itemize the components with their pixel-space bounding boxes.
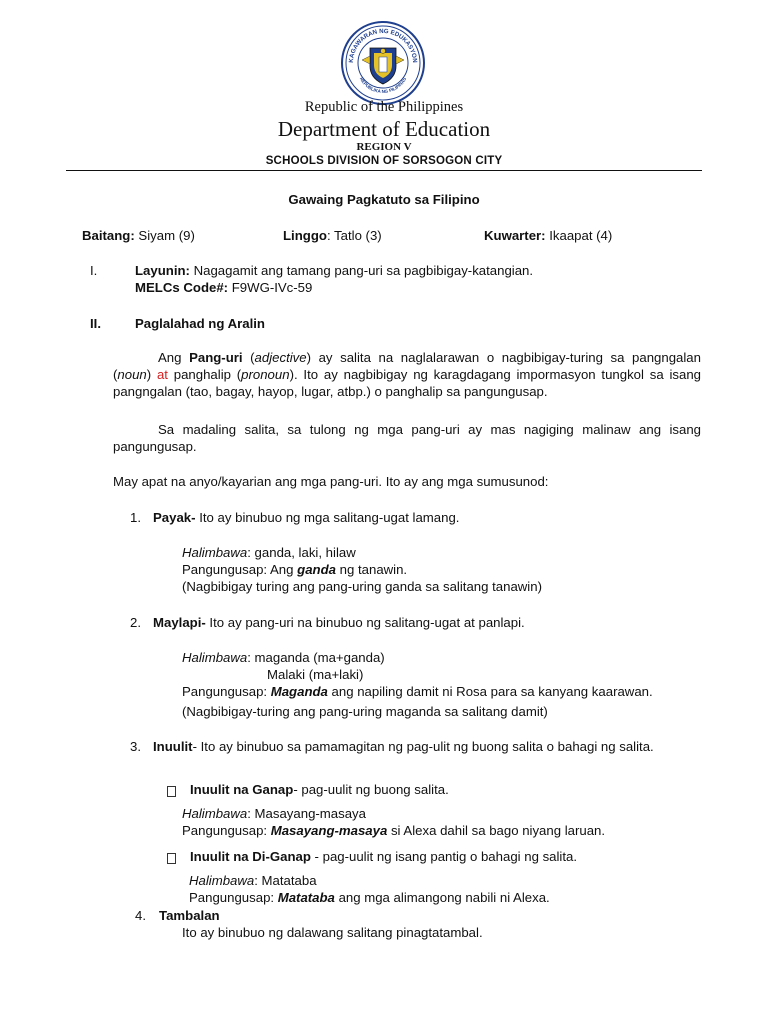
melcs-line [135, 279, 312, 296]
maylapi-note: (Nagbibigay-turing ang pang-uring maganda sa salitang damit) [182, 704, 548, 719]
baitang-field [82, 227, 195, 244]
paragraph-four-forms: May apat na anyo/kayarian ang mga pang-uri. Ito ay ang mga sumusunod: [113, 474, 549, 489]
baitang-label: Baitang: [82, 228, 135, 243]
payak-definition: Payak- Ito ay binubuo ng mga salitang-ugat lamang. [153, 510, 460, 525]
list-number-3: 3. [130, 739, 141, 754]
department-name: Department of Education [277, 117, 491, 141]
bullet-box-icon [167, 850, 176, 868]
linggo-value: : Tatlo (3) [326, 228, 382, 243]
melcs-value: F9WG-IVc-59 [228, 280, 313, 295]
maylapi-example-2: Malaki (ma+laki) [267, 667, 364, 682]
bullet-box-icon [167, 783, 176, 801]
layunin-label: Layunin: [135, 263, 190, 278]
page-title: Gawaing Pagkatuto sa Filipino [288, 192, 480, 207]
list-number-2: 2. [130, 615, 141, 630]
inuulit-definition: Inuulit- Ito ay binubuo sa pamamagitan ng pag-ulit ng buong salita o bahagi ng salita. [153, 739, 654, 754]
section-2-number: II. [90, 316, 101, 331]
payak-note: (Nagbibigay turing ang pang-uring ganda sa salitang tanawin) [182, 579, 542, 594]
list-number-1: 1. [130, 510, 141, 525]
division-line: SCHOOLS DIVISION OF SORSOGON CITY [265, 155, 503, 167]
payak-sentence: Pangungusap: Ang ganda ng tanawin. [182, 562, 408, 577]
inuulit-di-ganap-example: Halimbawa: Matataba [189, 873, 317, 888]
baitang-value: Siyam (9) [134, 228, 195, 243]
inuulit-ganap-sentence: Pangungusap: Masayang-masaya si Alexa dahil sa bago niyang laruan. [182, 823, 606, 838]
section-1-number: I. [90, 263, 98, 278]
deped-seal-logo [340, 20, 426, 106]
inuulit-di-ganap-sentence: Pangungusap: Matataba ang mga alimangong nabili ni Alexa. [189, 890, 550, 905]
layunin-text: Nagagamit ang tamang pang-uri sa pagbibigay-katangian. [189, 263, 534, 278]
melcs-label: MELCs Code#: [135, 280, 229, 295]
payak-example: Halimbawa: ganda, laki, hilaw [182, 545, 356, 560]
kuwarter-field [484, 227, 612, 244]
kuwarter-label: Kuwarter: [484, 228, 546, 243]
linggo-field [283, 227, 382, 244]
kuwarter-value: Ikaapat (4) [545, 228, 613, 243]
layunin-line [135, 262, 533, 279]
header-divider [66, 170, 702, 171]
tambalan-definition: Ito ay binubuo ng dalawang salitang pinagtatambal. [182, 925, 483, 940]
svg-text:REPUBLIKA NG PILIPINAS: REPUBLIKA NG PILIPINAS [358, 76, 408, 95]
tambalan-term: Tambalan [159, 908, 220, 923]
linggo-label: Linggo [283, 228, 327, 243]
paragraph-summary: Sa madaling salita, sa tulong ng mga pang-uri ay mas nagiging malinaw ang isang pangungusap. [113, 422, 701, 454]
paragraph-pang-uri-definition: Ang Pang-uri (adjective) ay salita na naglalarawan o nagbibigay-turing sa pangngalan (noun) at panghalip (pronoun). Ito ay nagbibigay ng karagdagang impormasyon tungkol sa isang pangngalan (tao, bagay, hayop, lugar, atbp.) o panghalip sa pangungusap. [113, 350, 701, 399]
republic-line: Republic of the Philippines [304, 99, 464, 115]
maylapi-sentence: Pangungusap: Maganda ang napiling damit ni Rosa para sa kanyang kaarawan. [182, 684, 653, 699]
list-number-4: 4. [135, 908, 146, 923]
section-2-heading: Paglalahad ng Aralin [135, 316, 265, 331]
maylapi-example: Halimbawa: maganda (ma+ganda) [182, 650, 385, 665]
inuulit-di-ganap-definition: Inuulit na Di-Ganap - pag-uulit ng isang pantig o bahagi ng salita. [190, 849, 578, 864]
maylapi-definition: Maylapi- Ito ay pang-uri na binubuo ng salitang-ugat at panlapi. [153, 615, 525, 630]
svg-text:KAGAWARAN NG EDUKASYON: KAGAWARAN NG EDUKASYON [347, 27, 419, 63]
region-line: REGION V [356, 141, 412, 153]
inuulit-ganap-definition: Inuulit na Ganap- pag-uulit ng buong salita. [190, 782, 449, 797]
inuulit-ganap-example: Halimbawa: Masayang-masaya [182, 806, 366, 821]
